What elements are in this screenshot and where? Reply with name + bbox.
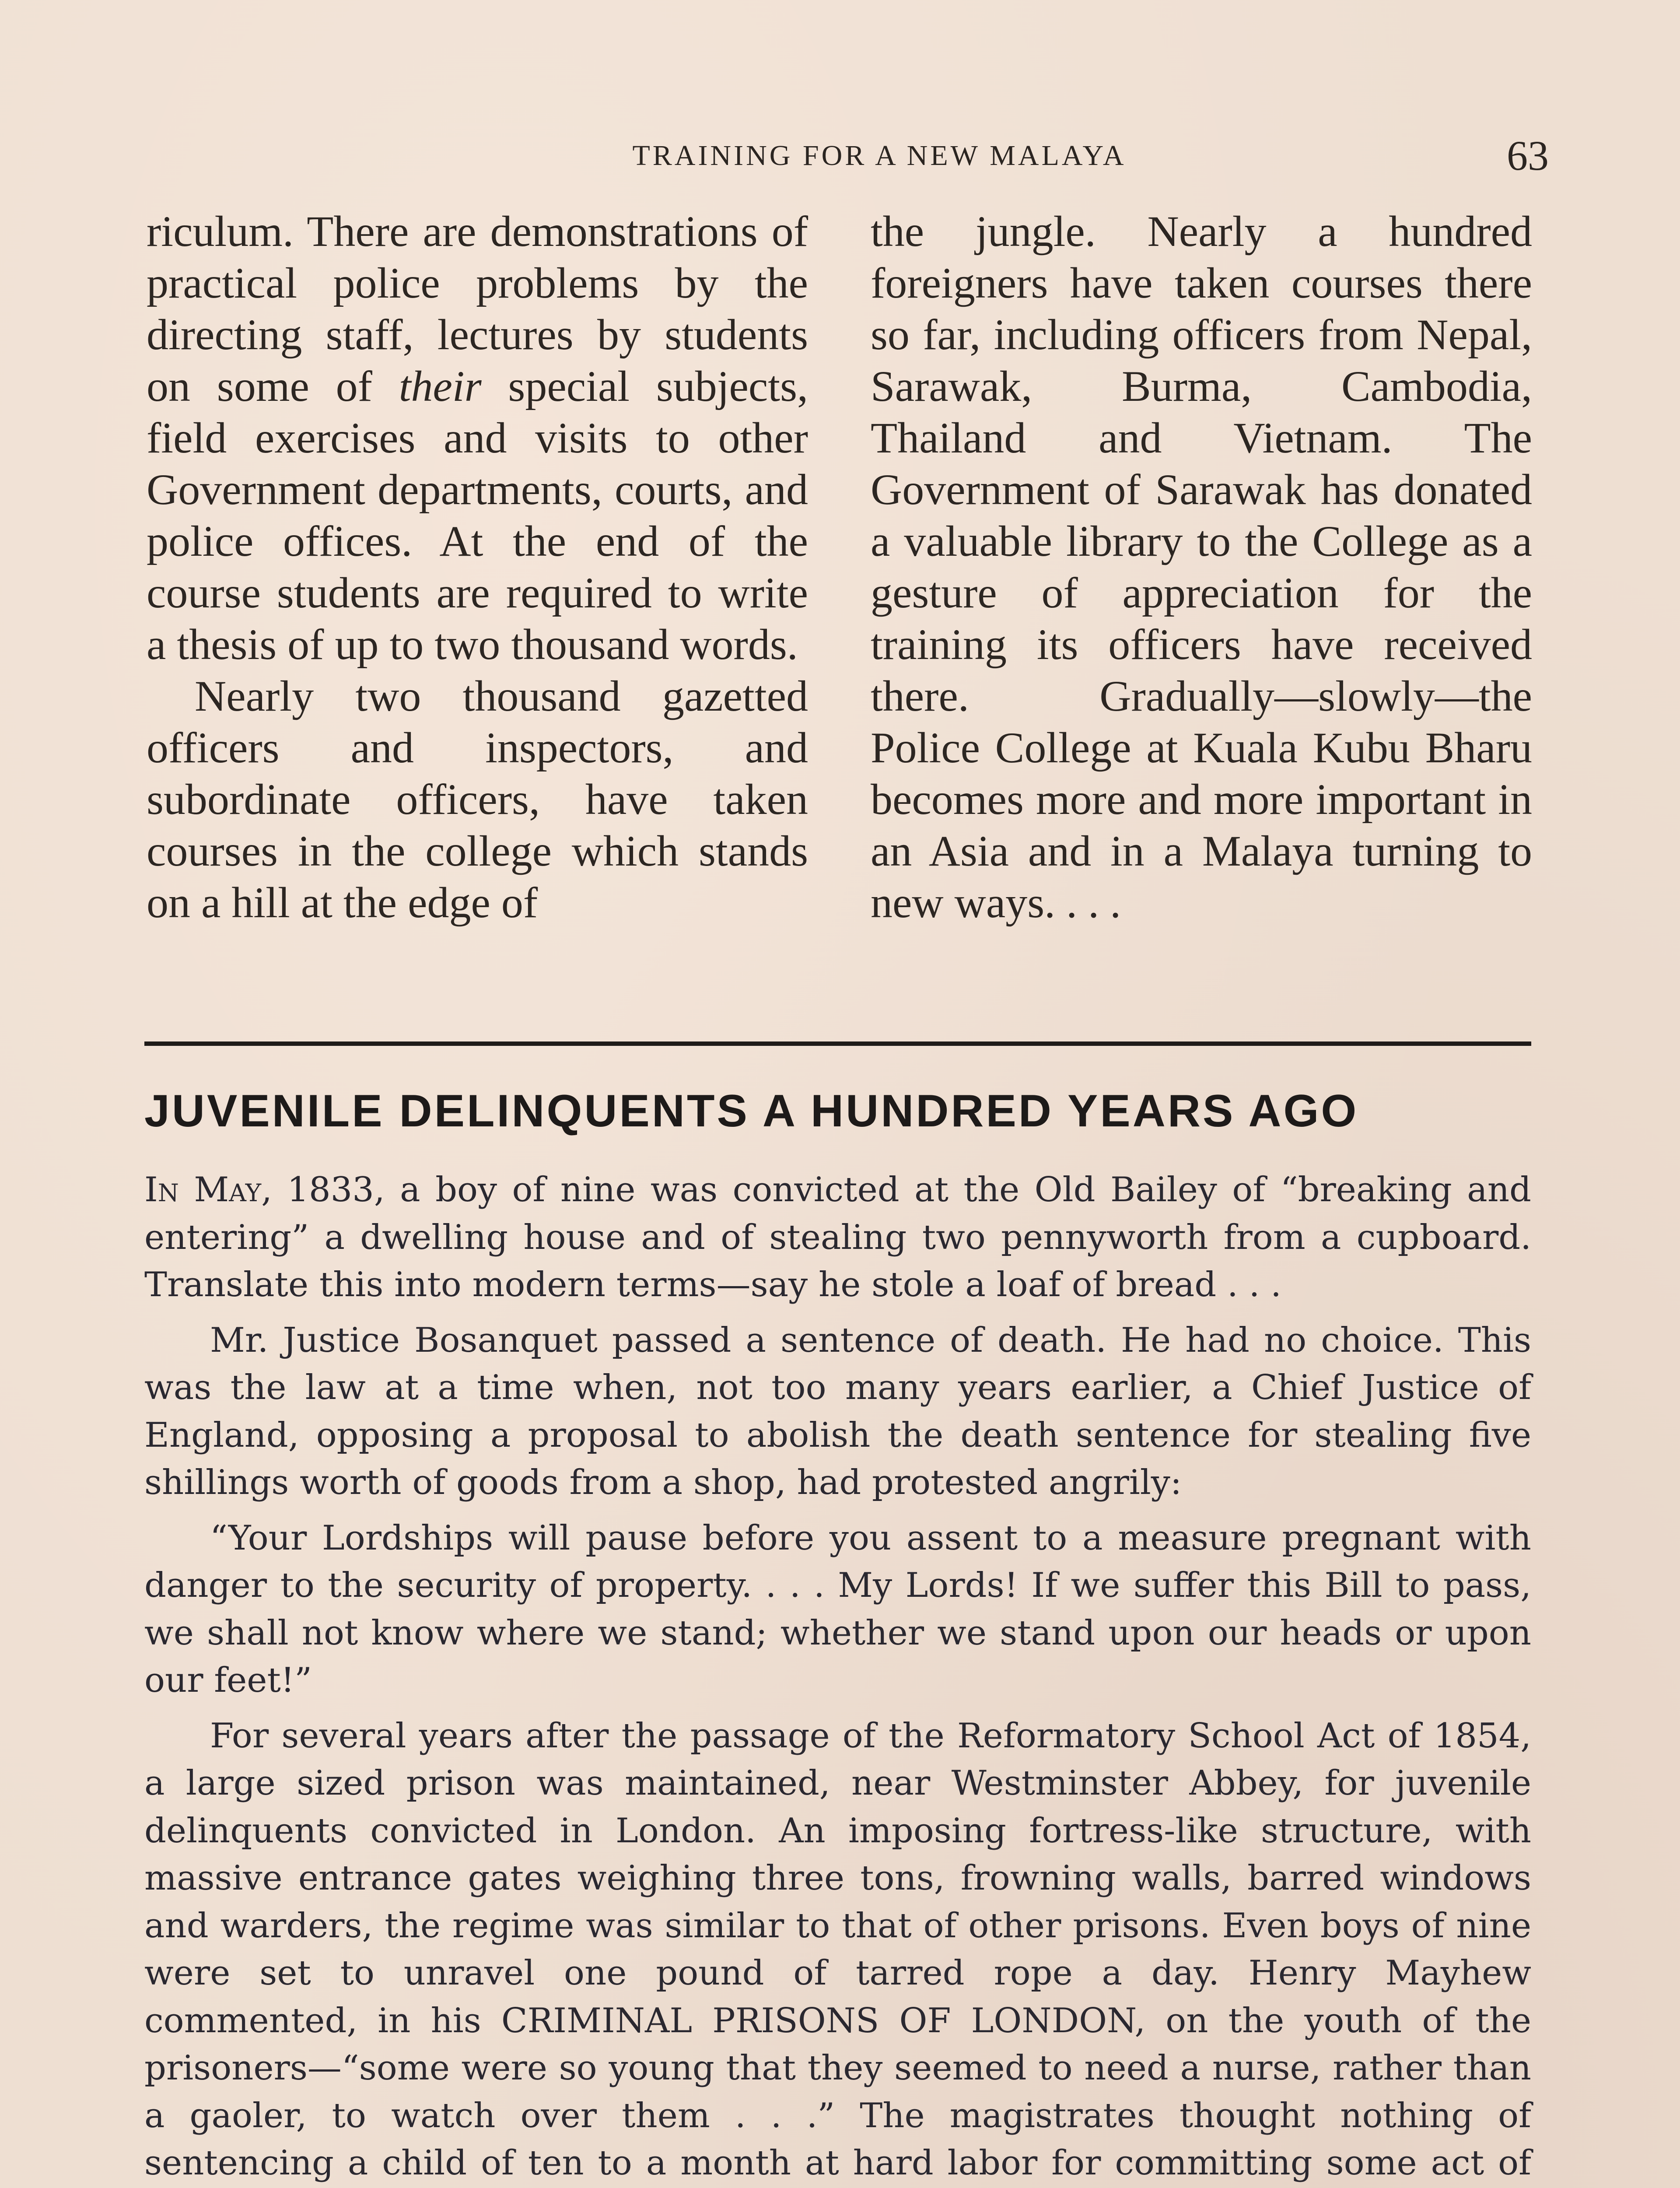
article-title: JUVENILE DELINQUENTS A HUNDRED YEARS AGO xyxy=(144,1086,1359,1136)
left-paragraph-1-text-a: riculum. There are demonstrations of practical police problems by the directing staff, lectures by students on some of xyxy=(147,207,808,410)
emphasis-their: their xyxy=(399,362,482,410)
section-divider xyxy=(144,1041,1531,1046)
article-paragraph-4: For several years after the passage of the Reformatory School Act of 1854, a large sized prison was maintained, near Westminster Abbey, for juvenile delinquents convicted in London. An imposing fortress-like structure, with massive entrance gates weighing three tons, frowning walls, barred windows and warders, the regime was similar to that of other prisons. Even boys of nine were set to unravel one pound of tarred rope a day. Henry Mayhew commented, in his CRIMINAL PRISONS OF LONDON, on the youth of the prisoners—“some were so young that they seemed to need a nurse, rather than a gaoler, to watch over them . . .” The magistrates thought nothing of sentencing a child of ten to a month at hard labor for committing some act of xyxy=(144,1716,1531,2183)
left-paragraph-1-text-b: special subjects, field exercises and visits to other Government departments, courts, and police offices. At the end of the course students are required to write a thesis of up to two thousand words. xyxy=(147,362,808,669)
article-lead-in: In May, xyxy=(144,1170,272,1210)
running-head: TRAINING FOR A NEW MALAYA xyxy=(632,140,1127,172)
article-paragraph-1 xyxy=(144,1166,1531,1309)
left-column xyxy=(147,206,808,929)
page-number: 63 xyxy=(1507,132,1549,179)
right-column xyxy=(871,206,1532,929)
article-paragraph-2: Mr. Justice Bosanquet passed a sentence of death. He had no choice. This was the law at a time when, not too many years earlier, a Chief Justice of England, opposing a proposal to abolish the death sentence for stealing five shillings worth of goods from a shop, had protested angrily: xyxy=(144,1320,1531,1502)
left-paragraph-2: Nearly two thousand gazetted officers and inspectors, and subordinate officers, have taken courses in the college which stands on a hill at the edge of xyxy=(147,672,808,927)
article-quote: “Your Lordships will pause before you assent to a measure pregnant with danger to the security of property. . . . My Lords! If we suffer this Bill to pass, we shall not know where we stand; whether we stand upon our heads or upon our feet!” xyxy=(144,1518,1531,1700)
article-body xyxy=(144,1166,1531,2188)
left-paragraph-1 xyxy=(147,206,808,670)
article-paragraph-1-text: 1833, a boy of nine was convicted at the Old Bailey of “breaking and entering” a dwelling house and of stealing two pennyworth from a cupboard. Translate this into modern terms—say he stole a loaf of bread . . . xyxy=(144,1170,1531,1304)
right-paragraph-1: the jungle. Nearly a hundred foreigners have taken courses there so far, including officers from Nepal, Sarawak, Burma, Cambodia, Thailand and Vietnam. The Government of Sarawak has donated a valuable library to the College as a gesture of appreciation for the training its officers have received there. Gradually—slowly—the Police College at Kuala Kubu Bharu becomes more and more important in an Asia and in a Malaya turning to new ways. . . . xyxy=(871,207,1532,927)
